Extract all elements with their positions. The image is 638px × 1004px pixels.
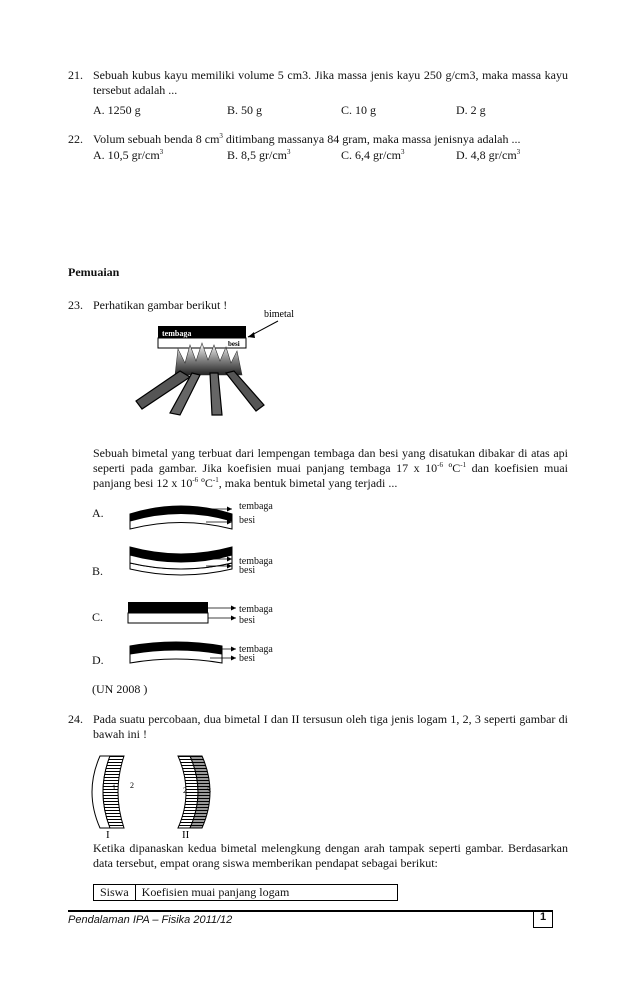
svg-text:I: I xyxy=(106,829,110,840)
q23-option-d-top-label: tembaga xyxy=(239,644,273,655)
burner-3 xyxy=(210,373,222,415)
svg-text:tembaga: tembaga xyxy=(162,329,192,338)
q24-table xyxy=(93,884,398,901)
q21-option-a: A. 1250 g xyxy=(93,103,141,117)
q23-source: (UN 2008 ) xyxy=(92,682,148,696)
q24-bimetal-figure xyxy=(90,752,240,840)
q23-option-d-letter: D. xyxy=(92,653,104,667)
q22-option-b: B. 8,5 $gr/cm^3$ xyxy=(227,148,291,162)
svg-text:2: 2 xyxy=(130,781,134,790)
page-number: 1 xyxy=(533,911,553,928)
q23-number: 23. xyxy=(68,298,83,312)
q23-option-d-bottom-label: besi xyxy=(239,653,256,664)
q24-after-text: Ketika dipanaskan kedua bimetal melengkung dengan arah tampak seperti gambar. Berdasarkan data tersebut, empat orang siswa memberikan pendapat sebagai berikut: xyxy=(93,841,568,870)
q23-option-a-bottom-label: besi xyxy=(239,515,256,526)
svg-text:II: II xyxy=(182,829,190,840)
burner-4 xyxy=(226,371,264,411)
q22-text: Volum sebuah benda 8 $cm^3$ ditimbang massanya 84 gram, maka massa jenisnya adalah ... xyxy=(93,132,521,146)
q23-option-a-top-label: tembaga xyxy=(239,501,273,512)
q24-number: 24. xyxy=(68,712,83,726)
q21-text: Sebuah kubus kayu memiliki volume 5 cm3. Jika massa jenis kayu 250 g/cm3, maka massa kayu tersebut adalah ... xyxy=(93,68,568,97)
q23-option-b-letter: B. xyxy=(92,564,104,578)
q21-option-d: D. 2 g xyxy=(456,103,486,117)
svg-text:1: 1 xyxy=(112,783,116,792)
bimetal-fire-figure xyxy=(130,305,330,417)
q23-intro: Perhatikan gambar berikut ! xyxy=(93,298,228,312)
q23-option-a-letter: A. xyxy=(92,506,104,520)
bimetal-i-metal-2 xyxy=(103,756,124,828)
bimetal-label: bimetal xyxy=(264,309,294,320)
svg-text:2: 2 xyxy=(183,786,187,795)
q24-table-header-koefisien: Koefisien muai panjang logam xyxy=(135,885,397,901)
svg-text:3: 3 xyxy=(207,786,211,795)
q23-description: Sebuah bimetal yang terbuat dari lempengan tembaga dan besi yang disatukan dibakar di atas api seperti pada gambar. Jika koefisien muai panjang tembaga 17 x $10^{-6}$ ºC$^{-1}$ dan koefisien muai panjang besi 12 x $10^{-6}$ ºC$^{-1}$, maka bentuk bimetal yang terjadi ... xyxy=(93,446,569,490)
q23-option-c-letter: C. xyxy=(92,610,104,624)
q24-text: Pada suatu percobaan, dua bimetal I dan II tersusun oleh tiga jenis logam 1, 2, 3 seperti gambar di bawah ini ! xyxy=(93,712,568,741)
svg-text:besi: besi xyxy=(228,340,240,348)
q22-number: 22. xyxy=(68,132,83,146)
q23-option-a-figure xyxy=(126,498,238,538)
q23-option-c-top-label: tembaga xyxy=(239,604,273,615)
q23-option-c-bottom-label: besi xyxy=(239,615,256,626)
q23-option-b-top-label: tembaga xyxy=(239,556,273,567)
q22-option-a: A. 10,5 $gr/cm^3$ xyxy=(93,148,164,162)
q23-option-b-bottom-label: besi xyxy=(239,565,256,576)
q21-number: 21. xyxy=(68,68,83,82)
q22-option-d: D. 4,8 $gr/cm^3$ xyxy=(456,148,521,162)
section-title: Pemuaian xyxy=(68,265,120,279)
footer-divider xyxy=(68,910,553,912)
q21-option-c: C. 10 g xyxy=(341,103,377,117)
q23-option-b-figure xyxy=(126,541,238,581)
q23-option-d-figure xyxy=(126,636,238,670)
q24-table-header-siswa: Siswa xyxy=(94,885,136,901)
footer-text: Pendalaman IPA – Fisika 2011/12 xyxy=(68,914,233,926)
q23-option-c-figure xyxy=(126,598,238,630)
q22-option-c: C. 6,4 $gr/cm^3$ xyxy=(341,148,405,162)
q21-option-b: B. 50 g xyxy=(227,103,263,117)
